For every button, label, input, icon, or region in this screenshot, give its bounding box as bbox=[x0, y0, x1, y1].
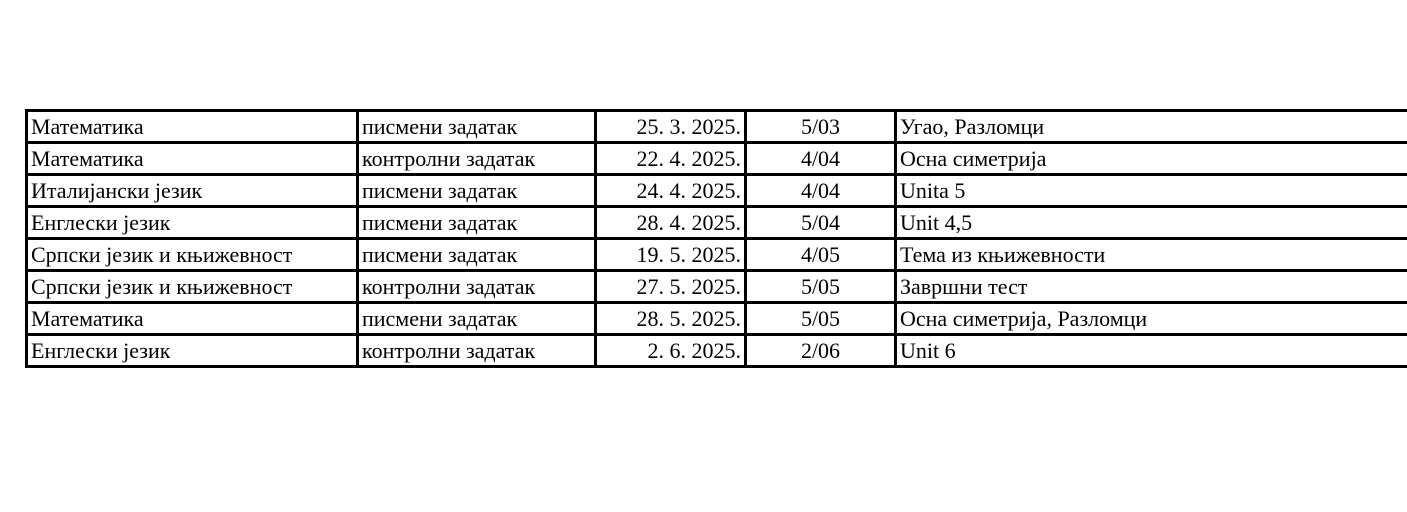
table-row bbox=[27, 111, 1407, 143]
date-cell: 22. 4. 2025. bbox=[596, 143, 746, 175]
week-month-cell: 5/03 bbox=[746, 111, 896, 143]
date-cell: 28. 4. 2025. bbox=[596, 207, 746, 239]
topic-cell: Unita 5 bbox=[896, 175, 1407, 207]
table-row bbox=[27, 271, 1407, 303]
table-row bbox=[27, 335, 1407, 367]
exam-type-cell: контролни задатак bbox=[358, 335, 596, 367]
table-row bbox=[27, 303, 1407, 335]
subject-cell: Математика bbox=[27, 303, 358, 335]
date-cell: 19. 5. 2025. bbox=[596, 239, 746, 271]
topic-cell: Угао, Разломци bbox=[896, 111, 1407, 143]
exam-type-cell: контролни задатак bbox=[358, 143, 596, 175]
table-row bbox=[27, 175, 1407, 207]
date-cell: 2. 6. 2025. bbox=[596, 335, 746, 367]
exam-type-cell: писмени задатак bbox=[358, 111, 596, 143]
subject-cell: Српски језик и књижевност bbox=[27, 271, 358, 303]
topic-cell: Unit 4,5 bbox=[896, 207, 1407, 239]
subject-cell: Енглески језик bbox=[27, 207, 358, 239]
week-month-cell: 5/05 bbox=[746, 271, 896, 303]
date-cell: 28. 5. 2025. bbox=[596, 303, 746, 335]
table-row bbox=[27, 239, 1407, 271]
topic-cell: Осна симетрија bbox=[896, 143, 1407, 175]
subject-cell: Италијански језик bbox=[27, 175, 358, 207]
subject-cell: Математика bbox=[27, 111, 358, 143]
week-month-cell: 4/05 bbox=[746, 239, 896, 271]
subject-cell: Математика bbox=[27, 143, 358, 175]
week-month-cell: 5/04 bbox=[746, 207, 896, 239]
exam-type-cell: контролни задатак bbox=[358, 271, 596, 303]
exam-schedule-sheet bbox=[25, 109, 1407, 368]
week-month-cell: 4/04 bbox=[746, 143, 896, 175]
table-row bbox=[27, 207, 1407, 239]
exam-type-cell: писмени задатак bbox=[358, 239, 596, 271]
topic-cell: Unit 6 bbox=[896, 335, 1407, 367]
subject-cell: Енглески језик bbox=[27, 335, 358, 367]
date-cell: 25. 3. 2025. bbox=[596, 111, 746, 143]
date-cell: 24. 4. 2025. bbox=[596, 175, 746, 207]
exam-schedule-table bbox=[25, 109, 1407, 368]
week-month-cell: 4/04 bbox=[746, 175, 896, 207]
subject-cell: Српски језик и књижевност bbox=[27, 239, 358, 271]
exam-schedule-body bbox=[27, 111, 1407, 367]
topic-cell: Осна симетрија, Разломци bbox=[896, 303, 1407, 335]
exam-type-cell: писмени задатак bbox=[358, 207, 596, 239]
table-row bbox=[27, 143, 1407, 175]
date-cell: 27. 5. 2025. bbox=[596, 271, 746, 303]
topic-cell: Завршни тест bbox=[896, 271, 1407, 303]
week-month-cell: 2/06 bbox=[746, 335, 896, 367]
topic-cell: Тема из књижевности bbox=[896, 239, 1407, 271]
exam-type-cell: писмени задатак bbox=[358, 175, 596, 207]
week-month-cell: 5/05 bbox=[746, 303, 896, 335]
exam-type-cell: писмени задатак bbox=[358, 303, 596, 335]
